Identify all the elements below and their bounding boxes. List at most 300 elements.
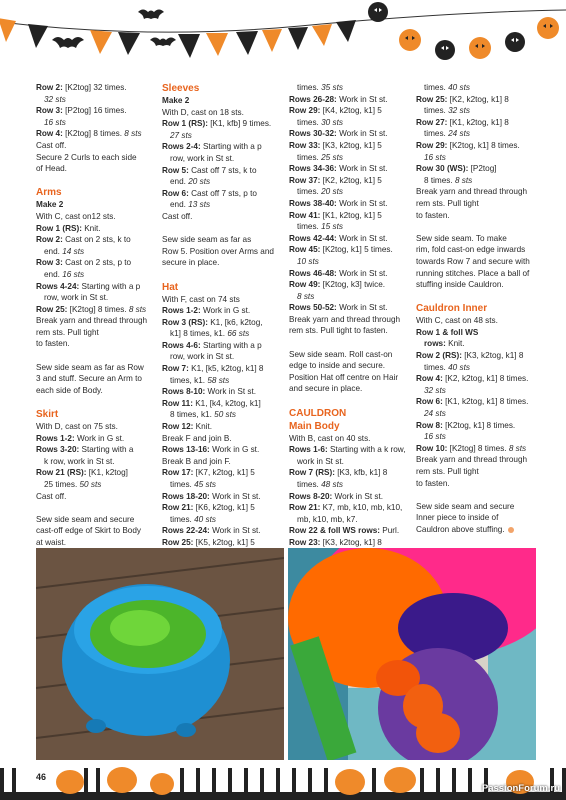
pattern-line <box>162 409 286 421</box>
row-label: Row 11: <box>162 398 196 408</box>
pattern-line <box>36 444 158 456</box>
pattern-line <box>36 373 158 385</box>
instruction-text: times. <box>424 106 449 116</box>
pattern-line <box>416 268 540 280</box>
pattern-line <box>289 314 413 326</box>
row-label: Rows 26-28: <box>289 94 340 104</box>
instruction-text: end. <box>170 177 189 187</box>
stitch-count: 66 sts <box>227 329 250 339</box>
instruction-text: Work in St st. <box>339 268 388 278</box>
pattern-line <box>36 257 158 269</box>
instruction-text: [K3, k2tog, k1] 8 <box>464 351 524 361</box>
pattern-line <box>416 128 540 140</box>
row-label: Row 22 & foll WS rows: <box>289 526 383 536</box>
row-label: Rows 22-24: <box>162 526 213 536</box>
spacer <box>36 350 158 362</box>
pattern-line <box>416 117 540 129</box>
pattern-line <box>289 491 413 503</box>
pattern-line <box>36 537 158 549</box>
pattern-line <box>416 454 540 466</box>
instruction-text: cast-off edge of Skirt to Body <box>36 526 141 536</box>
instruction-text: rem sts. Pull tight to fasten. <box>289 326 388 336</box>
pattern-line <box>162 479 286 491</box>
pattern-line <box>36 385 158 397</box>
pattern-line <box>36 128 158 140</box>
row-label: Rows 1-6: <box>289 445 330 455</box>
row-label: Row 17: <box>162 468 196 478</box>
row-label: Row 27: <box>416 117 450 127</box>
instruction-text: Work in G st. <box>212 445 260 455</box>
instruction-text: times. <box>424 362 449 372</box>
pattern-line <box>162 107 286 119</box>
instruction-text: [K2, k2tog, k1] 5 <box>322 175 382 185</box>
instruction-text: [K2tog] 32 times. <box>65 83 127 92</box>
row-label: Row 25: <box>162 537 196 547</box>
pattern-line <box>162 398 286 410</box>
spacer <box>162 223 286 235</box>
stitch-count: 20 sts <box>321 187 343 197</box>
pattern-line <box>416 373 540 385</box>
pattern-line <box>36 152 158 164</box>
pattern-line <box>416 279 540 291</box>
instruction-text: Cast off. <box>36 140 67 150</box>
instruction-text: [K4, k2tog, k1] 5 <box>322 106 382 116</box>
instruction-text: mb, k10, mb, k7. <box>297 514 358 524</box>
stitch-count: 8 sts <box>128 304 147 314</box>
pattern-line <box>36 304 158 316</box>
instruction-text: [K6, k2tog, k1] 5 <box>195 503 255 513</box>
pattern-line <box>162 317 286 329</box>
pattern-line <box>36 362 158 374</box>
pattern-line <box>416 198 540 210</box>
pattern-line <box>36 199 158 211</box>
row-label: Rows 13-16: <box>162 445 213 455</box>
stitch-count: 35 sts <box>321 83 343 92</box>
pattern-line <box>289 444 413 456</box>
pattern-line <box>36 223 158 235</box>
row-label: Row 6: <box>162 188 192 198</box>
instruction-text: [K7, k2tog, k1] 5 <box>195 468 255 478</box>
stitch-count: 40 sts <box>194 514 216 524</box>
pattern-line <box>416 94 540 106</box>
pattern-line <box>162 467 286 479</box>
instruction-text: Work in St st. <box>339 94 388 104</box>
instruction-text: work in St st. <box>297 456 344 466</box>
stitch-count: 45 sts <box>194 480 216 489</box>
pattern-line <box>36 105 158 117</box>
row-label: Row 37: <box>289 175 323 185</box>
pattern-line <box>36 140 158 152</box>
pattern-line <box>289 244 413 256</box>
pattern-line <box>162 351 286 363</box>
instruction-text: Knit. <box>84 223 101 233</box>
row-label: Row 1 (RS): <box>36 223 85 233</box>
stitch-count: 40 sts <box>448 362 470 372</box>
instruction-text: [K2tog] 8 times. <box>69 304 129 314</box>
pattern-line <box>416 244 540 256</box>
stitch-count: 8 sts <box>297 291 315 301</box>
instruction-text: Cast off. <box>36 491 67 501</box>
pattern-line <box>289 537 413 549</box>
pattern-line <box>162 246 286 258</box>
pattern-line <box>289 94 413 106</box>
instruction-text: With C, cast on 48 sts. <box>416 316 498 326</box>
pattern-line <box>416 152 540 164</box>
instruction-text: row, work in St st. <box>44 293 109 303</box>
instruction-text: 25 times. <box>44 480 80 489</box>
instruction-text: Cast off 7 sts, k to <box>191 165 257 175</box>
pattern-line <box>36 234 158 246</box>
instruction-text: With F, cast on 74 sts <box>162 294 240 304</box>
pattern-line <box>36 94 158 106</box>
instruction-text: 3 and stuff. Secure an Arm to <box>36 374 142 384</box>
instruction-text: times. <box>297 222 322 232</box>
pattern-line <box>416 105 540 117</box>
instruction-text: each side of Body. <box>36 385 103 395</box>
pattern-line <box>416 478 540 490</box>
spacer <box>416 489 540 501</box>
pattern-line <box>416 362 540 374</box>
instruction-text: [P2tog] <box>470 164 497 174</box>
pattern-line <box>162 95 286 107</box>
stitch-count: 16 sts <box>424 432 446 442</box>
row-label: Make 2 <box>162 96 190 105</box>
instruction-text: end. <box>44 269 63 279</box>
instruction-text: Secure 2 Curls to each side <box>36 152 137 162</box>
pattern-line <box>416 186 540 198</box>
pattern-line <box>289 128 413 140</box>
pattern-line <box>162 188 286 200</box>
instruction-text: running stitches. Place a ball of <box>416 268 530 278</box>
pattern-line <box>289 152 413 164</box>
pattern-line <box>289 349 413 361</box>
instruction-text: times, k1. <box>170 375 208 385</box>
pattern-line <box>36 281 158 293</box>
instruction-text: rim, fold cast-on edge inwards <box>416 245 526 255</box>
pattern-line <box>416 431 540 443</box>
pattern-line <box>416 163 540 175</box>
instruction-text: Starting with a p <box>202 142 262 152</box>
spacer <box>289 395 413 407</box>
instruction-text: times. <box>297 83 322 92</box>
end-mark-icon <box>508 527 514 533</box>
row-label: Row 21: <box>162 503 196 513</box>
row-label: Row 23: <box>289 537 323 547</box>
pattern-column-2 <box>162 82 286 549</box>
stitch-count: 50 sts <box>79 480 102 489</box>
pattern-line <box>36 82 158 94</box>
instruction-text: [K2tog, k3] twice. <box>322 280 386 290</box>
pattern-line <box>162 514 286 526</box>
instruction-text: Starting with a p <box>202 340 262 350</box>
row-label: Row 12: <box>162 422 196 432</box>
pattern-line <box>36 211 158 223</box>
pattern-line <box>36 456 158 468</box>
section-heading: Hat <box>162 281 179 293</box>
instruction-text: rem sts. Pull tight <box>416 198 479 208</box>
pattern-line <box>162 502 286 514</box>
instruction-text: row, work in St st. <box>170 153 235 163</box>
pattern-line <box>36 479 158 491</box>
pattern-line <box>162 176 286 188</box>
pattern-line <box>162 153 286 165</box>
spacer <box>36 396 158 408</box>
bunting-flags <box>0 18 356 58</box>
pattern-line <box>162 199 286 211</box>
instruction-text: Work in St st. <box>334 491 384 501</box>
section-heading: CAULDRON <box>289 407 347 419</box>
row-label: Row 8: <box>416 420 446 430</box>
pattern-line <box>416 385 540 397</box>
instruction-text: Work in St st. <box>339 129 388 139</box>
pattern-line <box>36 269 158 281</box>
instruction-text: [K2tog, k1] 8 times. <box>449 140 520 150</box>
instruction-text: Cast off 7 sts, p to <box>191 188 257 198</box>
pattern-line <box>289 302 413 314</box>
instruction-text: Break yarn and thread through <box>36 316 148 326</box>
row-label: Row 29: <box>289 106 323 116</box>
instruction-text: Sew side seam and secure <box>36 514 135 524</box>
row-label: Rows 8-20: <box>289 491 335 501</box>
stitch-count: 32 sts <box>44 94 66 104</box>
instruction-text: Work in G st. <box>76 433 125 443</box>
row-label: Row 4: <box>416 374 446 384</box>
row-label: Rows 30-32: <box>289 129 340 139</box>
halloween-bunting <box>0 0 566 80</box>
watermark: PassionForum.ru <box>481 783 560 794</box>
pattern-line <box>289 198 413 210</box>
instruction-text: With B, cast on 40 sts. <box>289 433 371 443</box>
instruction-text: Work in St st. <box>339 233 388 243</box>
pattern-line <box>289 210 413 222</box>
stitch-count: 15 sts <box>321 222 343 232</box>
instruction-text: [K2, k2tog, k1] 8 times. <box>445 374 529 384</box>
instruction-text: towards Row 7 and secure with <box>416 256 530 266</box>
section-heading: Cauldron Inner <box>416 303 488 315</box>
witch-doll-photo <box>288 548 536 760</box>
pattern-line <box>36 338 158 350</box>
instruction-text: rem sts. Pull tight <box>36 327 99 337</box>
row-label: Row 21: <box>289 503 323 513</box>
row-label: Row 33: <box>289 140 323 150</box>
row-label: Row 7: <box>162 364 192 374</box>
pattern-line <box>162 375 286 387</box>
instruction-text: K1, [k5, k2tog, k1] 8 <box>191 364 264 374</box>
instruction-text: Break F and join B. <box>162 433 232 443</box>
instruction-text: Knit. <box>448 339 465 349</box>
stitch-count: 13 sts <box>188 200 211 210</box>
pattern-line <box>416 443 540 455</box>
row-label: Rows 2-4: <box>162 142 203 152</box>
instruction-text: [K1, k2tog, k1] 8 <box>449 117 509 127</box>
stitch-count: 50 sts <box>214 410 236 420</box>
instruction-text: and secure in place. <box>289 384 363 394</box>
row-label: Rows 34-36: <box>289 164 340 174</box>
pattern-line <box>289 256 413 268</box>
pattern-line <box>289 82 413 94</box>
pattern-line <box>162 328 286 340</box>
pattern-column-1 <box>36 82 158 549</box>
row-label: Rows 42-44: <box>289 233 340 243</box>
instruction-text: Break B and join F. <box>162 456 231 466</box>
pattern-line <box>162 141 286 153</box>
pattern-line <box>416 82 540 94</box>
instruction-text: [K2tog, k1] 8 times. <box>445 420 516 430</box>
stitch-count: 48 sts <box>321 480 343 489</box>
instruction-text: times. <box>170 480 195 489</box>
pattern-line <box>162 234 286 246</box>
pattern-line <box>162 305 286 317</box>
pattern-line <box>36 163 158 175</box>
instruction-text: Inner piece to inside of <box>416 513 499 523</box>
row-label: Rows 4-24: <box>36 281 82 291</box>
pattern-line <box>416 501 540 513</box>
instruction-text: Cast on 2 sts, p to <box>65 258 132 268</box>
pattern-line <box>162 433 286 445</box>
row-label: rows: <box>424 339 449 349</box>
instruction-text: Work in St st. <box>339 164 388 174</box>
pattern-line <box>289 433 413 445</box>
row-label: Row 1 & foll WS <box>416 327 479 337</box>
instruction-text: k row, work in St st. <box>44 456 115 466</box>
section-heading: Main Body <box>289 420 340 432</box>
pattern-line <box>162 165 286 177</box>
instruction-text: [K2tog, k1] 5 times. <box>322 245 393 255</box>
pattern-line <box>289 175 413 187</box>
row-label: Row 4: <box>36 129 66 139</box>
instruction-text: end. <box>44 246 63 256</box>
row-label: Rows 4-6: <box>162 340 203 350</box>
stitch-count: 32 sts <box>448 106 470 116</box>
instruction-text: Cauldron above stuffing. <box>416 524 505 534</box>
stitch-count: 16 sts <box>44 117 66 127</box>
row-label: Row 10: <box>416 443 450 453</box>
instruction-text: Starting with a <box>81 445 134 455</box>
instruction-text: With C, cast on12 sts. <box>36 211 116 221</box>
pattern-columns <box>36 82 536 547</box>
instruction-text: to fasten. <box>416 210 450 220</box>
pattern-line <box>289 502 413 514</box>
row-label: Rows 8-10: <box>162 387 208 397</box>
pattern-line <box>289 186 413 198</box>
pattern-line <box>36 292 158 304</box>
row-label: Rows 18-20: <box>162 491 213 501</box>
section-heading: Sleeves <box>162 83 200 94</box>
stitch-count: 14 sts <box>62 246 85 256</box>
instruction-text: K1, [k6, k2tog, <box>210 317 263 327</box>
pattern-line <box>162 456 286 468</box>
pattern-line <box>416 327 540 339</box>
pattern-line <box>289 467 413 479</box>
instruction-text: row, work in St st. <box>170 352 235 362</box>
instruction-text: [K2tog] 8 times. <box>449 443 509 453</box>
pattern-line <box>36 421 158 433</box>
instruction-text: Break yarn and thread through <box>416 455 528 465</box>
pattern-line <box>289 163 413 175</box>
row-label: Row 3: <box>36 106 66 116</box>
row-label: Row 2 (RS): <box>416 351 465 361</box>
pattern-line <box>289 479 413 491</box>
spacer <box>36 175 158 187</box>
instruction-text: With D, cast on 75 sts. <box>36 422 118 432</box>
instruction-text: edge to inside and secure. <box>289 361 386 371</box>
row-label: Row 21 (RS): <box>36 468 89 478</box>
section-heading: Arms <box>36 187 62 199</box>
pattern-line <box>289 383 413 395</box>
instruction-text: to fasten. <box>36 339 70 349</box>
pattern-line <box>162 363 286 375</box>
instruction-text: times. <box>297 152 322 162</box>
pattern-line <box>36 433 158 445</box>
stitch-count: 16 sts <box>62 269 85 279</box>
instruction-text: [K5, k2tog, k1] 5 <box>195 537 255 547</box>
pattern-line <box>289 525 413 537</box>
instruction-text: Starting with a k row, <box>329 445 406 455</box>
pattern-line <box>289 372 413 384</box>
pattern-line <box>36 467 158 479</box>
pattern-line <box>416 420 540 432</box>
spacer <box>289 337 413 349</box>
instruction-text: K1, [k4, k2tog, k1] <box>195 398 261 408</box>
pattern-line <box>416 315 540 327</box>
instruction-text: [P2tog] 16 times. <box>65 106 127 116</box>
pattern-line <box>289 140 413 152</box>
instruction-text: Break yarn and thread through <box>416 187 528 197</box>
row-label: Rows 50-52: <box>289 303 340 313</box>
row-label: Row 29: <box>416 140 450 150</box>
instruction-text: [K1, kfb] 9 times. <box>210 119 272 129</box>
stitch-count: 8 sts <box>124 129 142 139</box>
pattern-line <box>289 117 413 129</box>
row-label: Row 3 (RS): <box>162 317 211 327</box>
instruction-text: times. <box>170 514 195 524</box>
instruction-text: K7, mb, k10, mb, k10, <box>322 503 403 513</box>
pattern-line <box>162 340 286 352</box>
instruction-text: end. <box>170 200 189 210</box>
row-label: Row 1 (RS): <box>162 119 211 129</box>
pattern-line <box>416 175 540 187</box>
pattern-line <box>36 514 158 526</box>
row-label: Row 45: <box>289 245 323 255</box>
row-label: Row 41: <box>289 210 323 220</box>
pattern-line <box>162 118 286 130</box>
instruction-text: 8 times. <box>424 175 455 185</box>
instruction-text: times. <box>297 480 322 489</box>
spacer <box>36 502 158 514</box>
pattern-line <box>289 268 413 280</box>
row-label: Rows 38-40: <box>289 198 340 208</box>
pattern-line <box>416 256 540 268</box>
row-label: Rows 3-20: <box>36 445 82 455</box>
row-label: Rows 1-2: <box>36 433 77 443</box>
pattern-line <box>162 211 286 223</box>
stitch-count: 8 sts <box>454 175 473 185</box>
pattern-line <box>289 233 413 245</box>
pattern-line <box>289 279 413 291</box>
row-label: Row 3: <box>36 258 66 268</box>
instruction-text: to fasten. <box>416 478 450 488</box>
instruction-text: Sew side seam as far as Row <box>36 362 144 372</box>
pattern-line <box>36 246 158 258</box>
pattern-line <box>36 491 158 503</box>
stitch-count: 25 sts <box>321 152 343 162</box>
row-label: Row 25: <box>416 94 450 104</box>
pattern-line <box>289 514 413 526</box>
section-heading: Skirt <box>36 409 59 421</box>
pattern-line <box>162 257 286 269</box>
pattern-line <box>36 525 158 537</box>
instruction-text: Work in St st. <box>339 198 388 208</box>
